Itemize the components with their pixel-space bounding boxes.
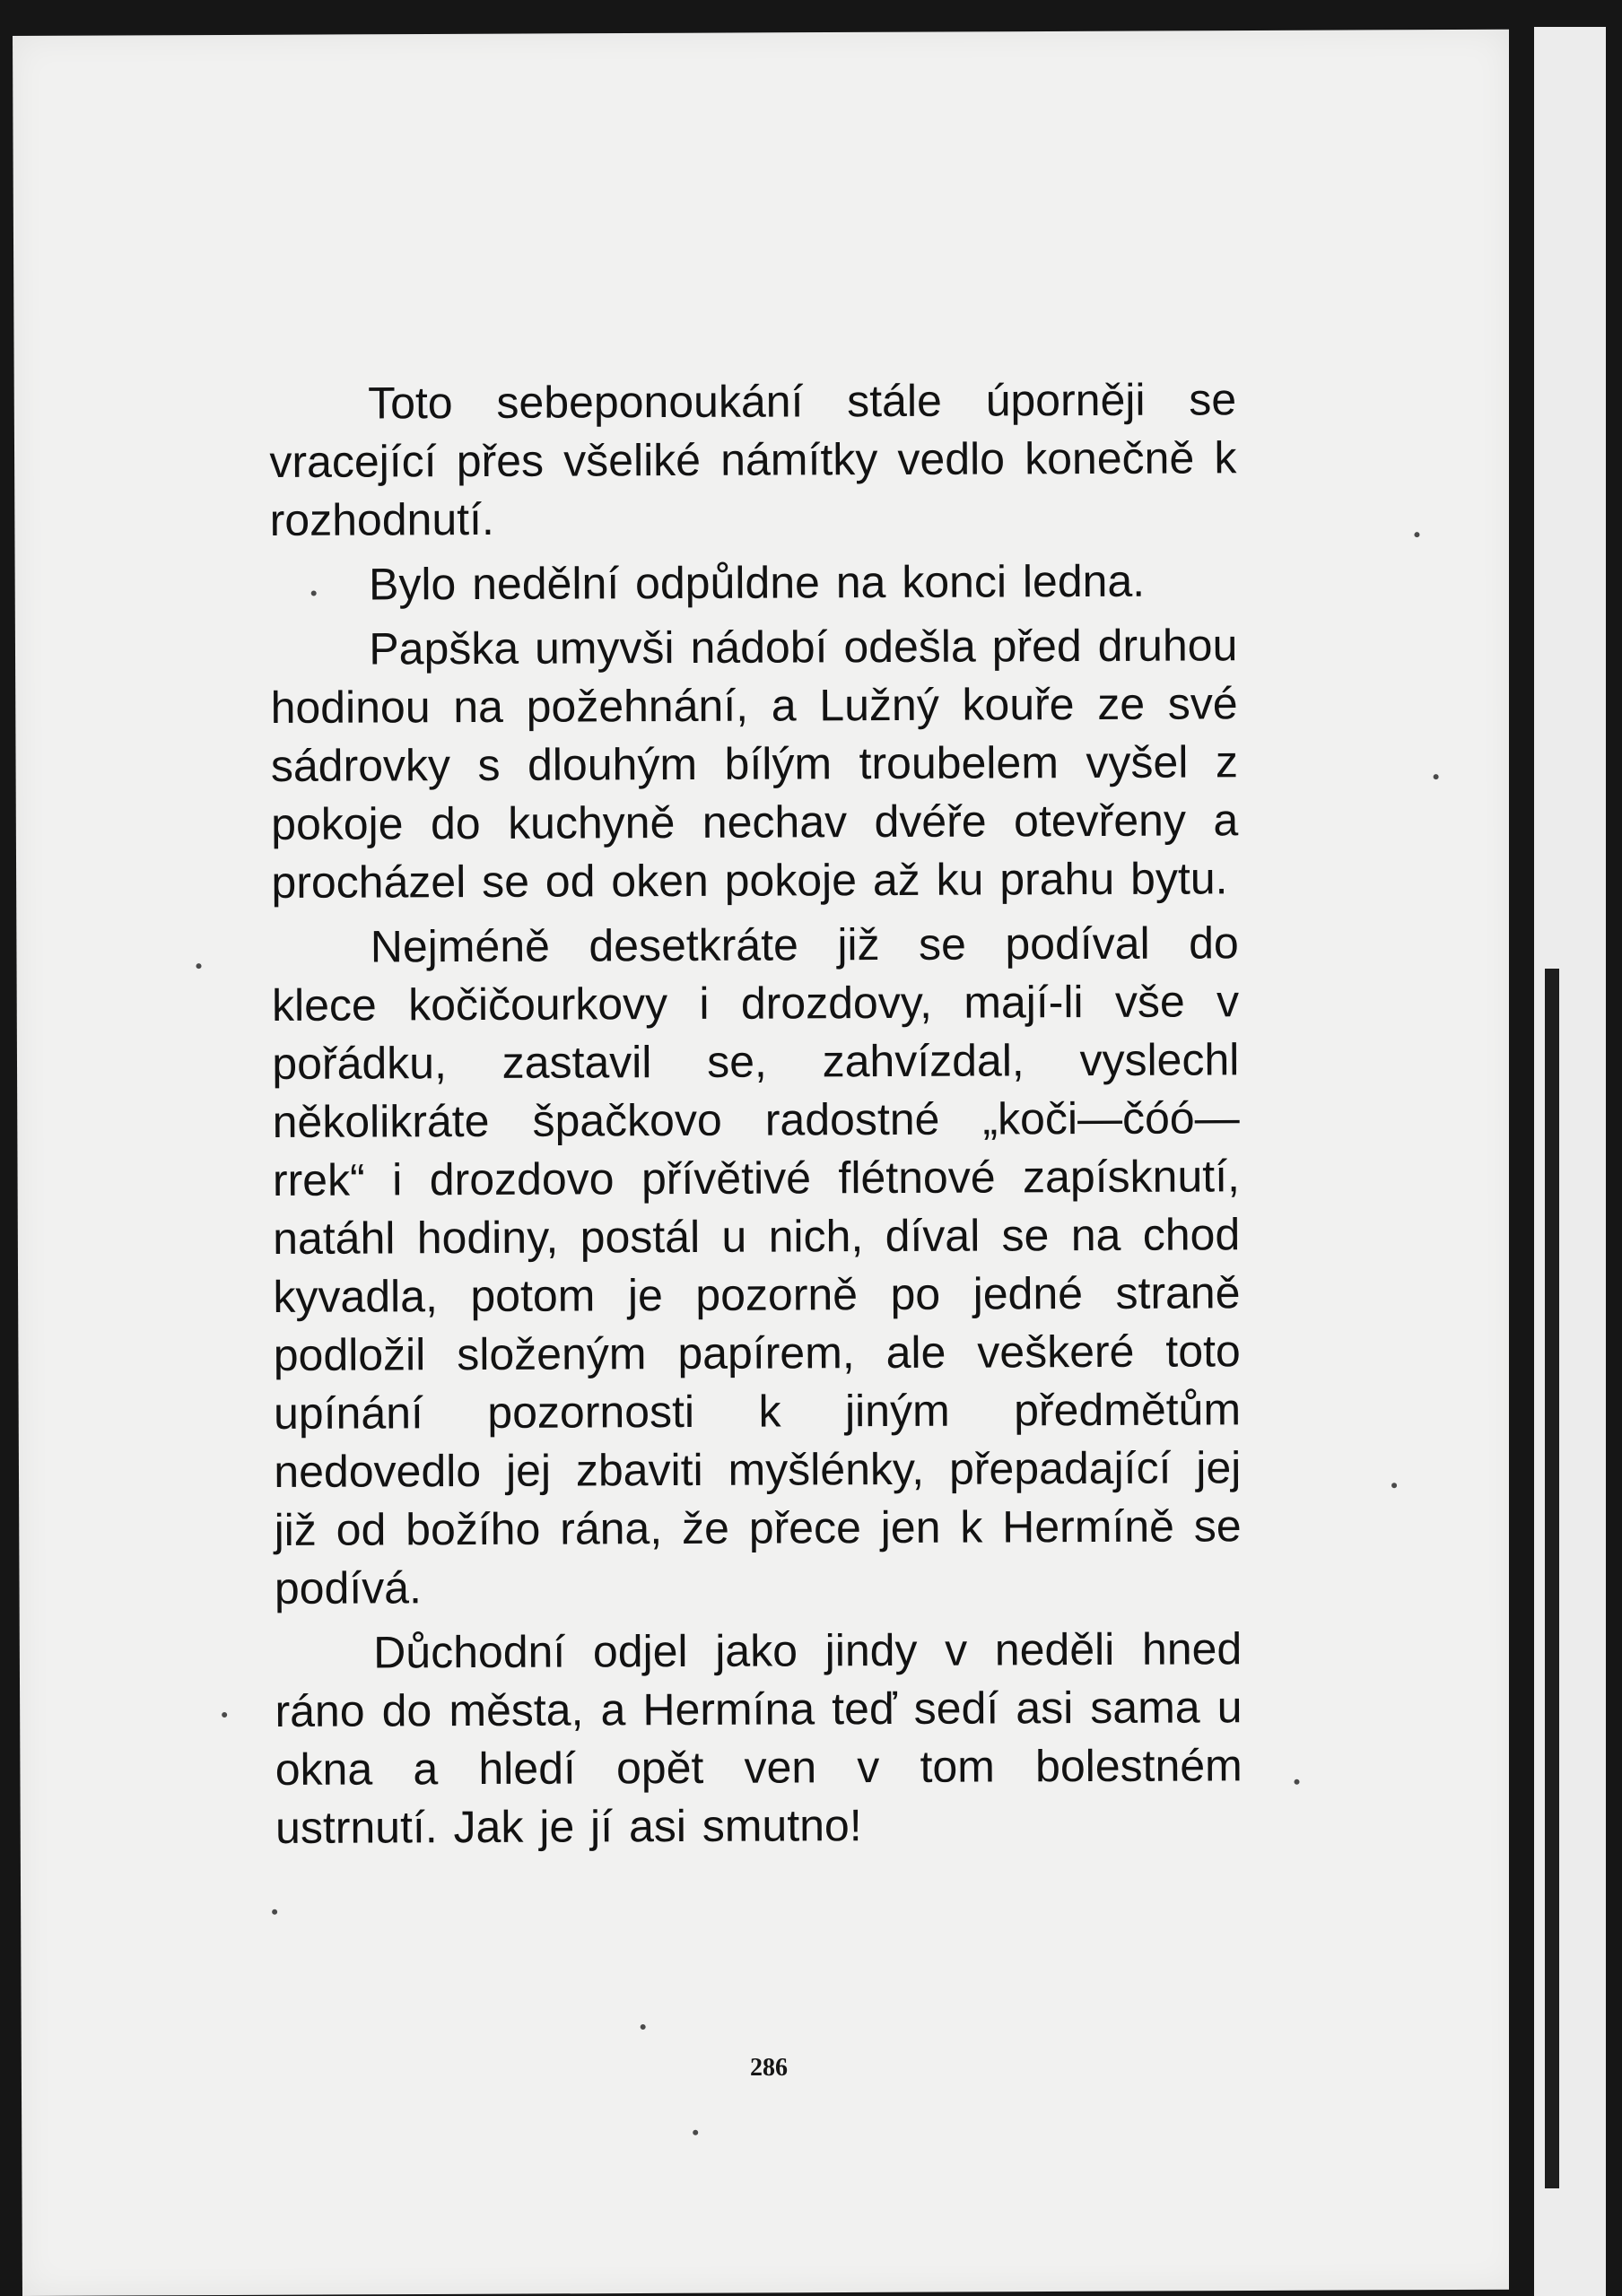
paper-speck (1391, 1483, 1397, 1488)
paragraph: Toto sebeponoukání stále úporněji se vracející přes všeliké námítky vedlo konečně k rozhodnutí. (269, 374, 1237, 545)
paper-speck (222, 1712, 227, 1718)
paper-speck (693, 2130, 698, 2135)
paper-speck (1414, 532, 1419, 537)
paragraph: Bylo nedělní odpůldne na konci ledna. (368, 555, 1146, 610)
body-text (269, 370, 1243, 1864)
paragraph: Důchodní odjel jako jindy v neděli hned ráno do města, a Hermína teď sedí asi sama u okna a hledí opět ven v tom bolestném ustrnutí. Jak je jí asi smutno! (275, 1623, 1243, 1853)
paragraph: Papška umyvši nádobí odešla před druhou hodinou na požehnání, a Lužný kouře ze své sádrovky s dlouhým bílým troubelem vyšel z pokoje do kuchyně nechav dvéře otevřeny a procházel se od oken pokoje až ku prahu bytu. (270, 620, 1239, 908)
paragraph: Nejméně desetkráte již se podíval do klece kočičourkovy i drozdovy, mají-li vše v pořádku, zastavil se, zahvízdal, vyslechl několikráte špačkovo radostné „koči—čóó—rrek“ i drozdovo přívětivé flétnové zapísknutí, natáhl hodiny, postál u nich, díval se na chod kyvadla, potom je pozorně po jedné straně podložil složeným papírem, ale veškeré toto upínání pozornosti k jiným předmětům nedovedlo jej zbaviti myšlénky, přepadající jej již od božího rána, že přece jen k Hermíně se podívá. (271, 918, 1242, 1613)
paper-speck (1294, 1779, 1299, 1785)
adjacent-page-binding (1545, 969, 1559, 2188)
paper-speck (196, 963, 202, 969)
page-number: 286 (750, 2054, 788, 2082)
paper-speck (641, 2024, 646, 2030)
page-gutter-shadow (1509, 27, 1534, 2296)
paper-speck (272, 1909, 277, 1915)
paper-speck (1434, 774, 1439, 779)
